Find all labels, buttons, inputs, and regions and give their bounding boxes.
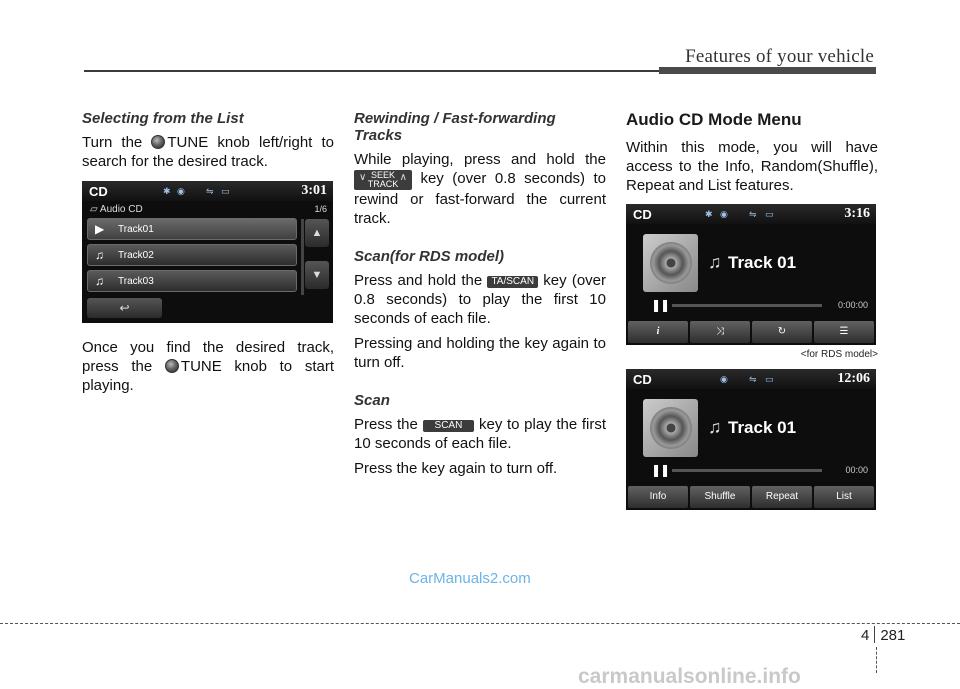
elapsed-time: 00:00 [845,465,868,475]
page-number: 4 281 [861,627,906,644]
heading-scan-rds: Scan(for RDS model) [354,248,505,265]
list-button[interactable] [814,321,874,343]
rds-model-caption: <for RDS model> [800,349,878,360]
column-cd-menu [626,110,878,510]
track-row[interactable]: ▶ Track01 [87,218,297,240]
music-note-icon: ♫ [708,417,722,437]
shuffle-button[interactable]: Shuffle [690,486,750,508]
ta-scan-key: TA/SCAN [487,276,538,288]
cd-disc-icon [643,234,698,292]
music-note-icon: ♫ [95,248,104,262]
list-button[interactable]: List [814,486,874,508]
usb-icon: ⇋ [749,209,757,219]
scroll-down-button[interactable]: ▼ [305,261,329,289]
chevron-down-icon: ∨ [359,172,367,183]
menu-button-row [628,486,874,508]
site-watermark: carmanualsonline.info [578,665,801,688]
running-header: Features of your vehicle [685,46,874,67]
track-list-screen [82,181,333,323]
back-button[interactable]: ↩ [87,298,162,318]
screen-mode-label: CD [633,207,652,222]
screen-clock: 3:16 [844,206,870,221]
track-title: Track 01 [728,253,797,272]
battery-icon: ▭ [221,186,230,196]
repeat-button[interactable]: Repeat [752,486,812,508]
scan-key: SCAN [423,420,475,432]
track-count: 1/6 [314,204,327,214]
folder-label: ▱ Audio CD [90,204,143,215]
progress-bar[interactable] [672,469,822,472]
now-playing-screen [626,369,876,510]
bluetooth-icon: ✱ [163,186,171,196]
heading-scan: Scan [354,392,390,409]
track-row[interactable]: ♫ Track03 [87,270,297,292]
now-playing-screen-rds [626,204,876,345]
info-icon: i [656,326,660,337]
music-note-icon: ♫ [708,252,722,272]
cd-disc-icon [643,399,698,457]
heading-selecting: Selecting from the List [82,110,244,127]
tune-knob-icon [151,135,165,149]
screen-mode-label: CD [633,372,652,387]
list-scrollbar[interactable] [301,219,304,295]
usb-icon: ⇋ [749,374,757,384]
disc-status-icon: ◉ [720,374,728,384]
column-selecting [82,110,334,395]
repeat-icon: ↻ [777,326,787,337]
pause-icon[interactable]: ❚❚ [651,298,670,312]
screen-mode-label: CD [89,184,108,199]
shuffle-icon: ⤨ [716,326,724,337]
heading-rewind: Rewinding / Fast-forwarding Tracks [354,110,556,144]
heading-cd-menu: Audio CD Mode Menu [626,110,802,129]
paragraph-scan-again: Press the key again to turn off. [354,460,558,477]
play-icon: ▶ [95,222,105,236]
shuffle-button[interactable] [690,321,750,343]
scroll-up-button[interactable]: ▲ [305,219,329,247]
paragraph-scan-rds: Press and hold the TA/SCAN key (over 0.8 seconds) to play the first 10 seconds of each file. [354,272,606,327]
chevron-up-icon: ∧ [399,172,407,183]
header-rule [84,70,659,72]
column-scan [354,110,606,478]
battery-icon: ▭ [765,374,774,384]
screen-clock: 3:01 [301,183,327,198]
repeat-button[interactable] [752,321,812,343]
info-button[interactable] [628,321,688,343]
tune-knob-icon [165,359,179,373]
bluetooth-icon: ✱ [705,209,713,219]
header-bar [659,67,876,74]
seek-track-key: ∨ SEEK TRACK ∧ [354,170,412,190]
battery-icon: ▭ [765,209,774,219]
paragraph-scan: Press the SCAN key to play the first 10 seconds of each file. [354,416,607,452]
list-icon: ☰ [839,326,849,337]
track-title: Track 01 [728,418,797,437]
track-row[interactable]: ♫ Track02 [87,244,297,266]
screen-clock: 12:06 [837,371,870,386]
usb-icon: ⇋ [206,186,214,196]
paragraph-turn-knob: Turn the TUNE knob left/right to search for the desired track. [82,134,334,170]
watermark-link[interactable]: CarManuals2.com [409,570,531,587]
paragraph-scan-off: Pressing and holding the key again to turn off. [354,335,606,371]
paragraph-start-playing: Once you find the desired track, press the TUNE knob to start playing. [82,339,334,394]
disc-status-icon: ◉ [177,186,185,196]
elapsed-time: 0:00:00 [837,300,868,310]
footer-vertical-dash [876,647,877,673]
music-note-icon: ♫ [95,274,104,288]
menu-button-row [628,321,874,343]
info-button[interactable]: Info [628,486,688,508]
paragraph-rewind: While playing, press and hold the ∨ SEEK TRACK ∧ key (over 0.8 seconds) to rewind or fast-forward the current track. [354,151,606,227]
pause-icon[interactable]: ❚❚ [651,463,670,477]
paragraph-cd-menu: Within this mode, you will have access to the Info, Random(Shuffle), Repeat and List features. [626,139,878,194]
disc-status-icon: ◉ [720,209,728,219]
progress-bar[interactable] [672,304,822,307]
footer-dashed-rule [0,623,960,624]
